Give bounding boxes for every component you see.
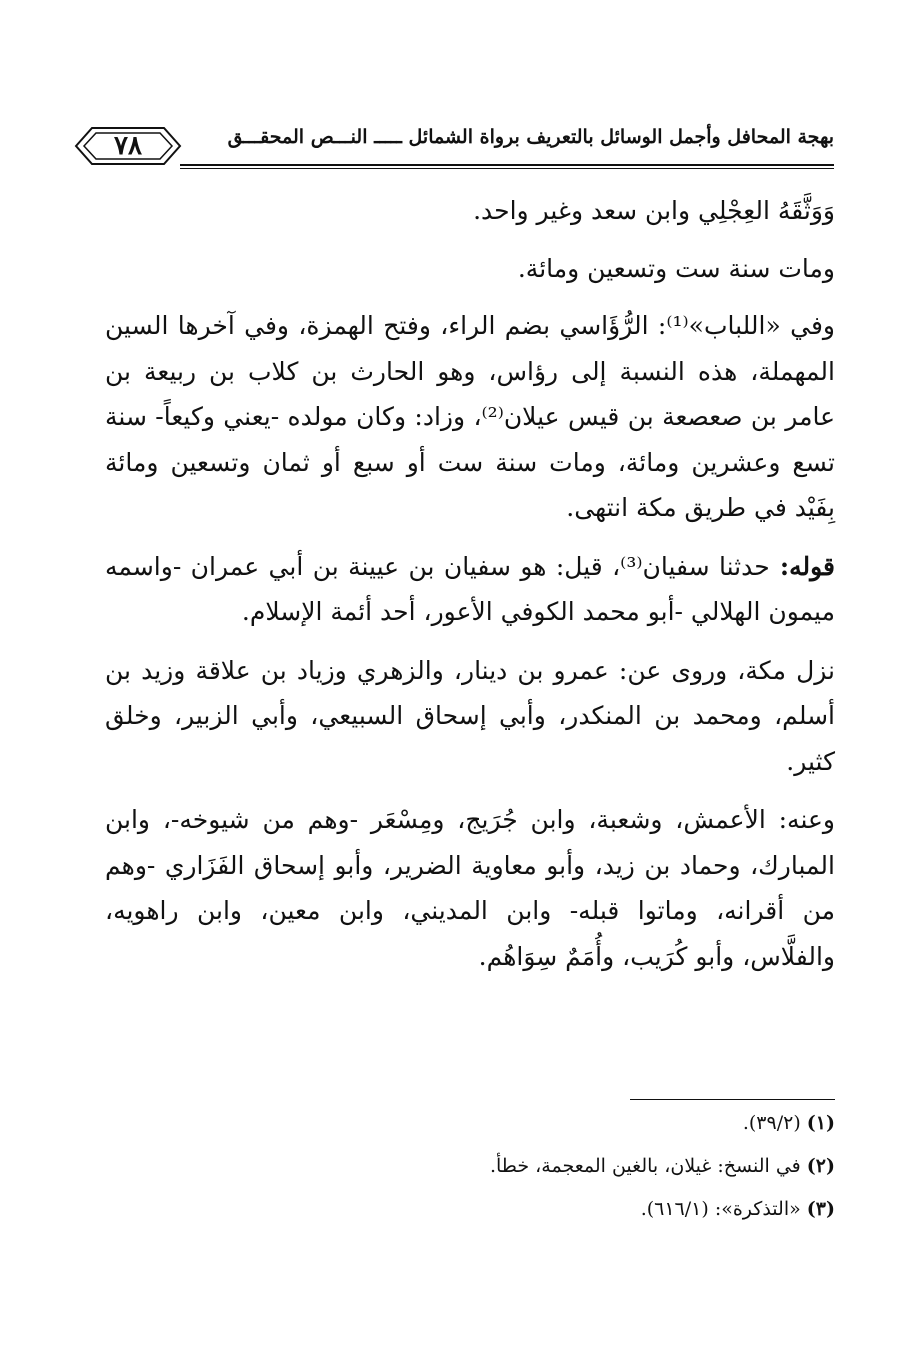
paragraph: وفي «اللباب»⁽¹⁾: الرُّؤَاسي بضم الراء، وفتح الهمزة، وفي آخرها السين المهملة، هذه النسبة إلى رؤاس، وهو الحارث بن كلاب بن ربيعة بن عامر بن صعصعة بن قيس عيلان⁽²⁾، وزاد: وكان مولده -يعني وكيعاً- سنة تسع وعشرين ومائة، ومات سنة ست أو سبع أو ثمان وتسعين ومائة بِفَيْد في طريق مكة انتهى. xyxy=(105,311,835,522)
footnote xyxy=(105,1149,835,1183)
page-number: ٧٨ xyxy=(114,131,142,161)
paragraph: ومات سنة ست وتسعين ومائة. xyxy=(517,253,835,283)
paragraph: وعنه: الأعمش، وشعبة، وابن جُرَيج، ومِسْعَر -وهم من شيوخه-، وابن المبارك، وحماد بن زيد، وأبو معاوية الضرير، وأبو إسحاق الفَزَاري -وهم من أقرانه، وماتوا قبله- وابن المديني، وابن معين، وابن راهويه، والفلَّاس، وأبو كُرَيب، وأُمَمٌ سِوَاهُم. xyxy=(105,805,835,971)
running-header xyxy=(72,118,834,180)
lead-word: قوله: xyxy=(769,551,835,581)
page-number-badge xyxy=(72,124,184,168)
footnote-text: في النسخ: غيلان، بالغين المعجمة، خطأ. xyxy=(489,1155,807,1177)
footnote-separator xyxy=(630,1099,835,1100)
header-title: بهجة المحافل وأجمل الوسائل بالتعريف برواة الشمائل ـــــ النـــص المحقـــق xyxy=(227,126,834,148)
footnote xyxy=(105,1192,835,1226)
main-text xyxy=(105,188,835,992)
paragraph: نزل مكة، وروى عن: عمرو بن دينار، والزهري وزياد بن علاقة وزيد بن أسلم، ومحمد بن المنكدر، وأبي إسحاق السبيعي، وأبي الزبير، وخلق كثير. xyxy=(105,655,835,776)
header-rule-thin xyxy=(180,168,834,169)
paragraph-with-lead xyxy=(105,544,835,635)
footnote-text: «التذكرة»: (٦١٦/١). xyxy=(640,1198,807,1220)
footnote-number: (٣) xyxy=(806,1198,835,1220)
footnotes xyxy=(105,1106,835,1235)
header-rule xyxy=(180,164,834,166)
footnote-text: (٣٩/٢). xyxy=(742,1112,807,1134)
footnote-number: (٢) xyxy=(806,1155,835,1177)
footnote-number: (١) xyxy=(806,1112,835,1134)
footnote xyxy=(105,1106,835,1140)
paragraph: وَوَثَّقَهُ العِجْلِي وابن سعد وغير واحد. xyxy=(473,196,835,225)
paragraph-text: حدثنا سفيان⁽³⁾، قيل: هو سفيان بن عيينة بن أبي عمران -واسمه ميمون الهلالي -أبو محمد الكوفي الأعور، أحد أئمة الإسلام. xyxy=(105,551,835,626)
